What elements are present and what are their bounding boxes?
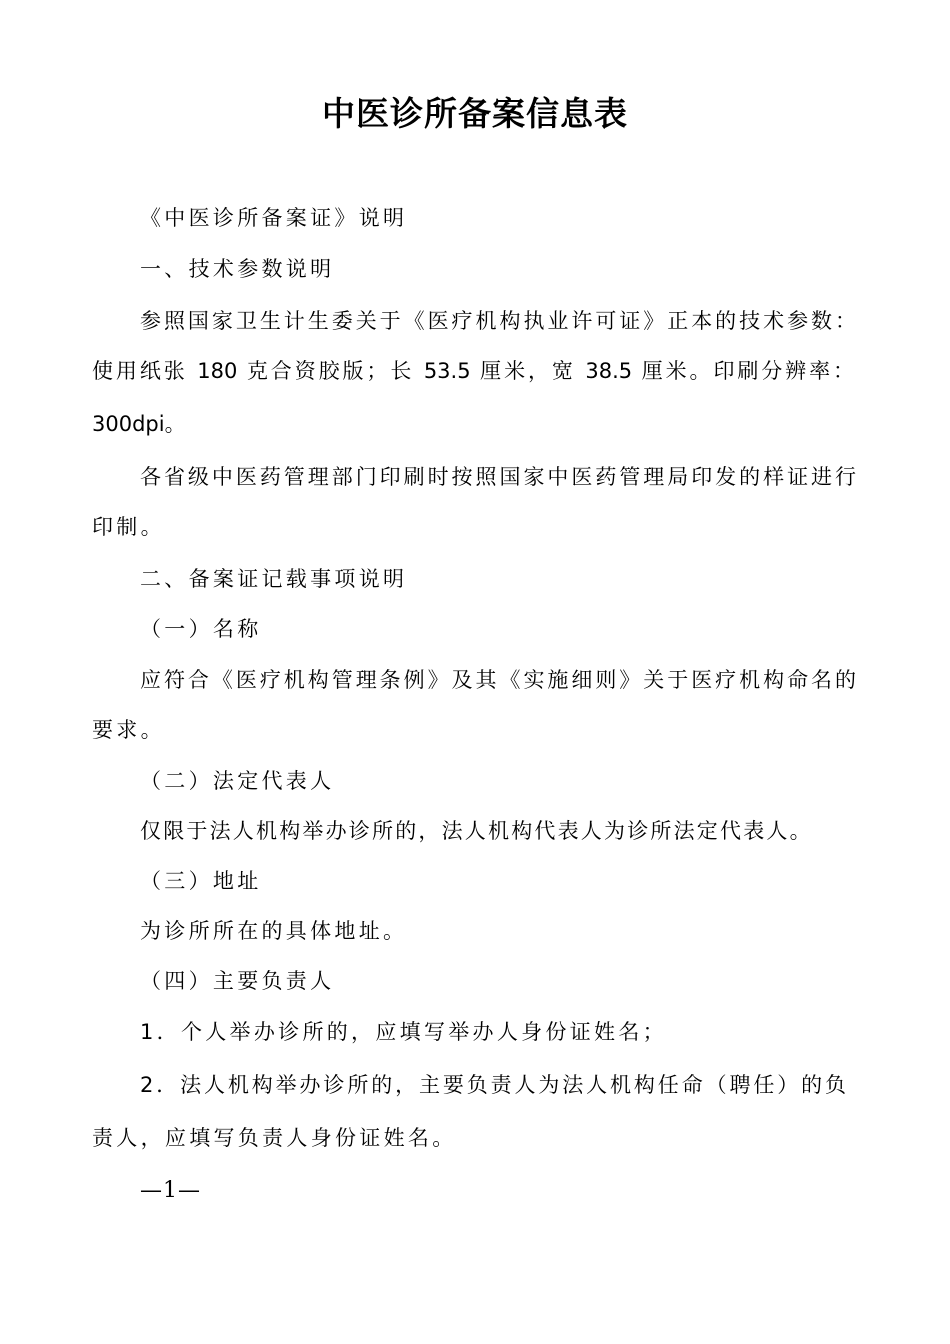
paragraph-line: 应符合《医疗机构管理条例》及其《实施细则》关于医疗机构命名的 [140,668,856,692]
paragraph-line: 1．个人举办诊所的，应填写举办人身份证姓名； [140,1020,667,1044]
paragraph-line: 各省级中医药管理部门印刷时按照国家中医药管理局印发的样证进行 [140,465,856,489]
subheading-legal-representative: （二）法定代表人 [140,769,335,793]
page-number: —1— [140,1178,201,1203]
paragraph-line: 为诊所所在的具体地址。 [140,919,408,943]
page-title: 中医诊所备案信息表 [322,94,628,133]
subheading-name: （一）名称 [140,617,262,641]
paragraph-line: 印制。 [92,515,165,539]
section-heading-record-items: 二、备案证记载事项说明 [140,567,408,591]
subheading-main-person-in-charge: （四）主要负责人 [140,969,335,993]
paragraph-line: 责人，应填写负责人身份证姓名。 [92,1126,457,1150]
subheading-address: （三）地址 [140,869,262,893]
paragraph-line: 参照国家卫生计生委关于《医疗机构执业许可证》正本的技术参数： [140,309,856,333]
section-heading-certificate-description: 《中医诊所备案证》说明 [140,206,408,230]
paragraph-line: 使用纸张 180 克合资胶版；长 53.5 厘米，宽 38.5 厘米。印刷分辨率： [92,359,854,383]
paragraph-line: 300dpi。 [92,412,186,436]
paragraph-line: 仅限于法人机构举办诊所的，法人机构代表人为诊所法定代表人。 [140,819,813,843]
paragraph-line: 要求。 [92,718,165,742]
section-heading-technical-parameters: 一、技术参数说明 [140,257,335,281]
paragraph-line: 2．法人机构举办诊所的，主要负责人为法人机构任命（聘任）的负 [140,1073,846,1097]
